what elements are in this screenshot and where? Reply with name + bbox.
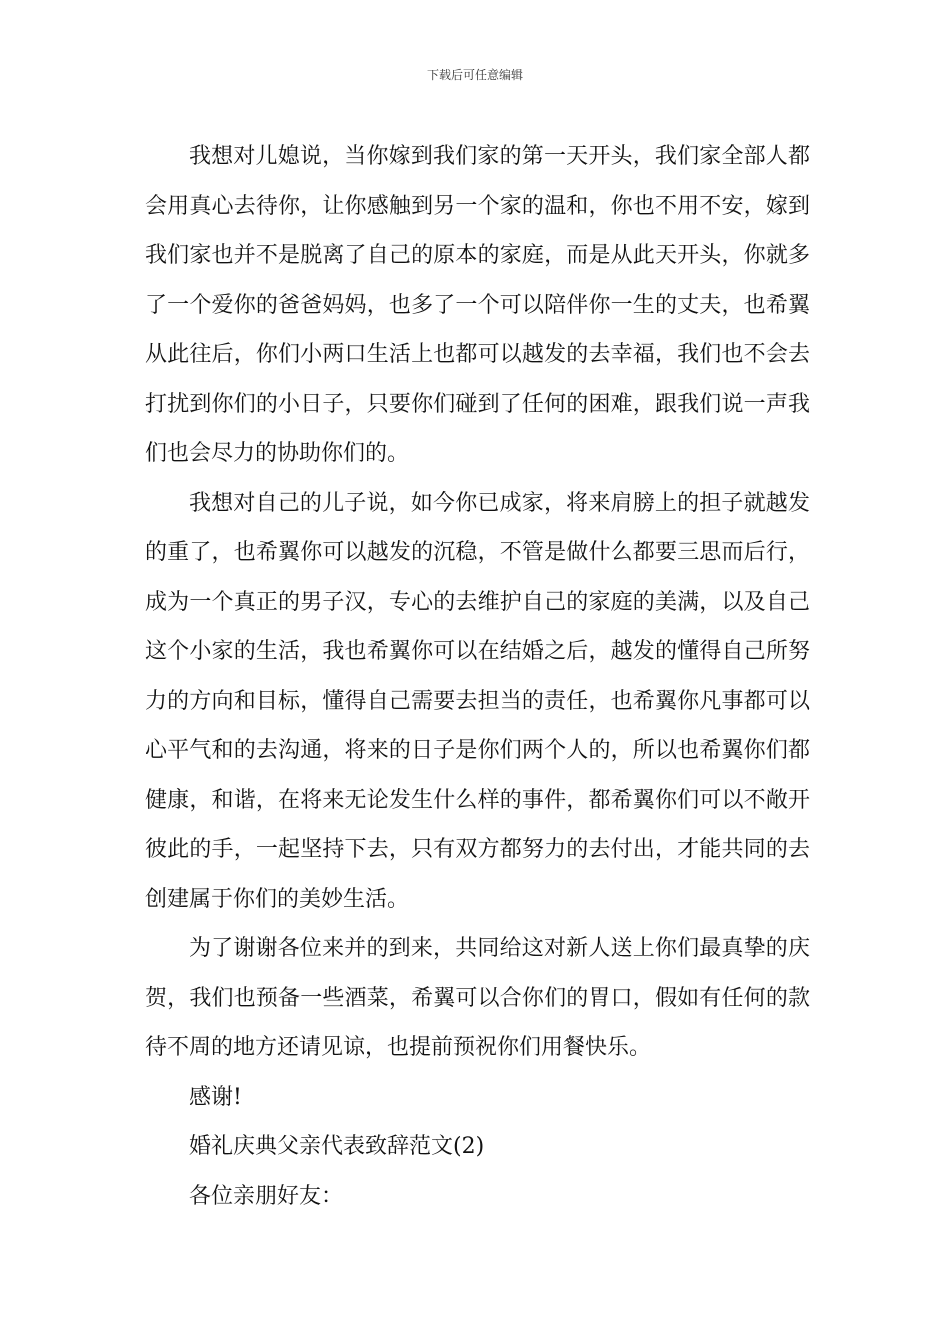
paragraph-greeting: 各位亲朋好友： <box>189 1183 344 1209</box>
section-title: 婚礼庆典父亲代表致辞范文(2) <box>189 1134 485 1159</box>
document-body <box>145 132 810 1221</box>
page-header: 下载后可任意编辑 <box>426 68 523 82</box>
paragraph-daughter-in-law: 我想对儿媳说，当你嫁到我们家的第一天开头，我们家全部人都会用真心去待你，让你感触到另一个家的温和，你也不用不安，嫁到我们家也并不是脱离了自己的原本的家庭，而是从此天开头，你就多了一个爱你的爸爸妈妈，也多了一个可以陪伴你一生的丈夫，也希翼从此往后，你们小两口生活上也都可以越发的去幸福，我们也不会去打扰到你们的小日子，只要你们碰到了任何的困难，跟我们说一声我们也会尽力的协助你们的。 <box>145 144 810 466</box>
paragraph-closing: 感谢! <box>189 1084 242 1110</box>
paragraph-son: 我想对自己的儿子说，如今你已成家，将来肩膀上的担子就越发的重了，也希翼你可以越发的沉稳，不管是做什么都要三思而后行，成为一个真正的男子汉，专心的去维护自己的家庭的美满，以及自己这个小家的生活，我也希翼你可以在结婚之后，越发的懂得自己所努力的方向和目标，懂得自己需要去担当的责任，也希翼你凡事都可以心平气和的去沟通，将来的日子是你们两个人的，所以也希翼你们都健康，和谐，在将来无论发生什么样的事件，都希翼你们可以不敞开彼此的手，一起坚持下去，只有双方都努力的去付出，才能共同的去创建属于你们的美妙生活。 <box>145 490 810 912</box>
paragraph-thanks-guests: 为了谢谢各位来并的到来，共同给这对新人送上你们最真挚的庆贺，我们也预备一些酒菜，希翼可以合你们的胃口，假如有任何的款待不周的地方还请见谅，也提前预祝你们用餐快乐。 <box>145 936 810 1060</box>
